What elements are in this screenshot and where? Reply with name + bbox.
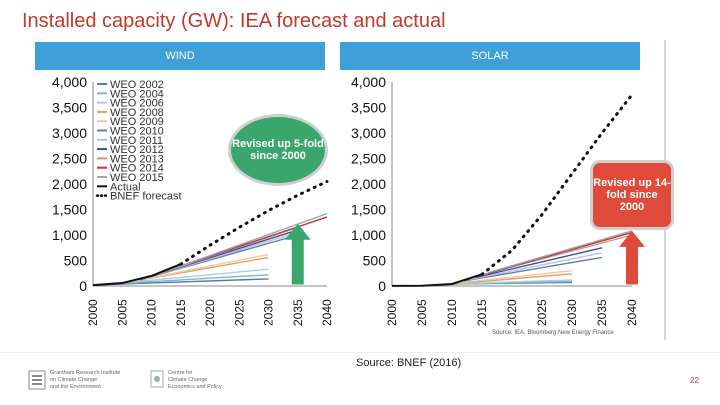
slide-source: Source: BNEF (2016): [356, 357, 462, 369]
x-tick-label: 2015: [475, 299, 489, 326]
legend-label: WEO 2012: [110, 144, 164, 157]
x-tick-label: 2015: [173, 299, 188, 326]
footer-divider: [0, 352, 720, 353]
x-tick-label: 2025: [535, 299, 549, 326]
x-tick-label: 2000: [385, 299, 399, 326]
series-line: [181, 182, 327, 265]
legend-label: WEO 2008: [110, 106, 164, 119]
x-tick-label: 2005: [115, 299, 130, 326]
legend-label: WEO 2013: [110, 153, 164, 166]
solar-up-arrow: [619, 231, 645, 285]
x-tick-label: 2020: [203, 299, 217, 326]
y-tick-label: 500: [362, 252, 386, 269]
y-tick-label: 3,000: [350, 125, 386, 141]
solar-revision-callout: Revised up 14-fold since 2000: [590, 160, 674, 230]
solar-panel-header: SOLAR: [340, 42, 640, 70]
x-tick-label: 2000: [86, 299, 100, 326]
y-tick-label: 3,500: [350, 99, 386, 116]
y-tick-label: 3,000: [51, 125, 87, 141]
y-tick-label: 4,000: [51, 74, 87, 90]
legend-label: WEO 2015: [110, 172, 164, 184]
x-tick-label: 2030: [565, 299, 579, 326]
legend-label: Actual: [110, 181, 141, 194]
cccep-logo-line2: Climate Change: [168, 377, 208, 383]
solar-chart-source: Source: IEA, Bloomberg New Energy Finance: [492, 330, 614, 336]
wind-panel-header: WIND: [35, 42, 325, 70]
cccep-logo: [150, 368, 230, 392]
y-tick-label: 1,500: [51, 201, 87, 218]
slide-title: Installed capacity (GW): IEA forecast and actual: [22, 10, 446, 32]
x-tick-label: 2035: [595, 299, 609, 326]
y-tick-label: 1,000: [51, 227, 87, 243]
legend-label: WEO 2006: [110, 97, 164, 110]
page-number: 22: [690, 376, 699, 385]
legend-label: BNEF forecast: [110, 190, 182, 203]
x-tick-label: 2040: [320, 299, 334, 326]
x-tick-label: 2010: [144, 299, 159, 326]
institute-logo-line3: and the Environment: [50, 384, 101, 390]
y-tick-label: 2,000: [51, 176, 87, 192]
y-tick-label: 2,500: [350, 150, 386, 167]
series-line: [470, 253, 602, 280]
x-tick-label: 2025: [232, 299, 247, 326]
legend-label: WEO 2010: [110, 125, 164, 138]
institute-logo-line2: on Climate Change: [50, 377, 98, 383]
y-tick-label: 2,500: [51, 150, 87, 167]
legend-label: WEO 2002: [110, 79, 164, 91]
wind-revision-callout: Revised up 5-fold since 2000: [228, 114, 328, 186]
y-tick-label: 2,000: [350, 176, 386, 192]
institute-emblem-icon: [28, 370, 46, 390]
institute-logo-line1: Grantham Research Institute: [50, 370, 121, 376]
x-tick-label: 2035: [290, 299, 305, 326]
y-tick-label: 0: [79, 278, 87, 294]
y-tick-label: 3,500: [51, 99, 87, 116]
y-tick-label: 1,500: [350, 201, 386, 218]
y-tick-label: 0: [378, 278, 386, 294]
cccep-logo-line3: Economics and Policy: [168, 384, 222, 390]
series-line: [476, 248, 602, 277]
grantham-institute-logo: [28, 368, 128, 392]
x-tick-label: 2005: [415, 299, 429, 326]
y-tick-label: 4,000: [350, 74, 386, 90]
wind-chart: [35, 72, 334, 332]
cccep-emblem-icon: [150, 370, 164, 388]
x-tick-label: 2020: [505, 299, 519, 326]
y-tick-label: 1,000: [350, 227, 386, 243]
legend-label: WEO 2011: [110, 134, 163, 147]
x-tick-label: 2010: [445, 299, 459, 326]
legend-label: WEO 2004: [110, 88, 164, 101]
legend-label: WEO 2014: [110, 162, 164, 175]
cccep-logo-line1: Centre for: [168, 370, 193, 376]
x-tick-label: 2030: [261, 299, 276, 326]
y-tick-label: 500: [63, 252, 87, 269]
x-tick-label: 2040: [625, 299, 639, 326]
legend-label: WEO 2009: [110, 116, 164, 129]
